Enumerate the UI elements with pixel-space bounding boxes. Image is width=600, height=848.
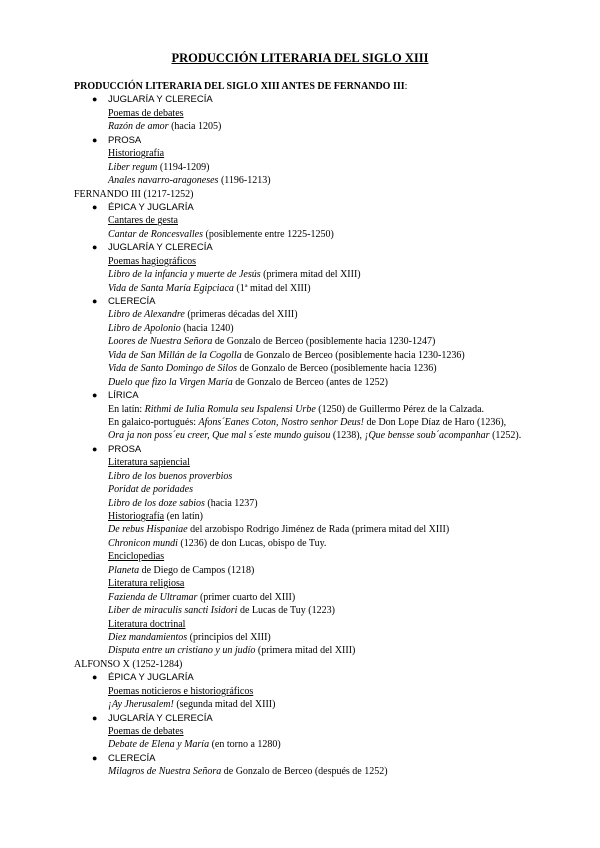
entry-line	[74, 470, 594, 483]
entry-line	[74, 228, 594, 241]
genre-label: Poemas de debates	[108, 726, 184, 737]
genre-label: Poemas noticieros e historiográficos	[108, 685, 254, 697]
entry-line	[74, 550, 594, 563]
category-item	[74, 752, 594, 765]
bullet-icon: ●	[92, 242, 98, 253]
entry-line	[74, 308, 594, 321]
work-title: Afons´Eanes Coton, Nostro senhor Deus!	[198, 416, 364, 428]
entry-text: (1236) de don Lucas, obispo de Tuy.	[177, 537, 327, 549]
genre-label: Poemas de debates	[108, 107, 184, 119]
entry-line	[74, 698, 594, 711]
work-title: Duelo que fizo la Virgen María	[108, 376, 233, 388]
section-heading-text: FERNANDO III (1217-1252)	[74, 188, 194, 200]
work-title: Libro de la infancia y muerte de Jesús	[108, 269, 261, 281]
entry-line	[74, 564, 594, 577]
entry-text: (posiblemente entre 1225-1250)	[202, 228, 334, 240]
genre-label: Literatura religiosa	[108, 578, 185, 590]
genre-label: Poemas hagiográficos	[108, 255, 197, 267]
entry-line	[74, 644, 594, 657]
entry-text: (segunda mitad del XIII)	[173, 699, 276, 711]
bullet-icon: ●	[92, 296, 98, 306]
category-label: JUGLARÍA Y CLERECÍA	[108, 94, 213, 106]
bullet-icon: ●	[92, 712, 98, 723]
work-title: Vida de Santa María Egipciaca	[108, 282, 234, 294]
work-title: Rithmi de Iulia Romula seu Ispalensi Urbe	[144, 403, 316, 415]
entry-line	[74, 765, 594, 778]
entry-line	[74, 120, 594, 133]
section-heading	[74, 658, 594, 671]
section-heading-text: PRODUCCIÓN LITERARIA DEL SIGLO XIII ANTES DE FERNANDO III	[74, 81, 405, 92]
entry-line	[74, 403, 594, 416]
entry-line	[74, 685, 594, 698]
bullet-icon: ●	[92, 94, 98, 105]
entry-line	[74, 604, 594, 617]
genre-label: Literatura sapiencial	[108, 457, 190, 469]
work-title: De rebus Hispaniae	[108, 524, 188, 536]
entry-text: de Gonzalo de Berceo (antes de 1252)	[232, 376, 388, 388]
entry-line	[74, 161, 594, 174]
entry-line	[74, 174, 594, 187]
work-title: Ora ja non poss´eu creer, Que mal s´este mundo guisou	[108, 430, 331, 442]
entry-line	[74, 725, 594, 738]
work-title: Cantar de Roncesvalles	[108, 228, 203, 240]
bullet-icon: ●	[92, 201, 98, 212]
work-title: Milagros de Nuestra Señora	[108, 766, 222, 778]
category-label: ÉPICA Y JUGLARÍA	[108, 672, 194, 684]
work-title: Chronicon mundi	[108, 537, 178, 549]
entry-line	[74, 416, 594, 429]
work-title: Libro de Alexandre	[108, 309, 185, 321]
entry-line	[74, 349, 594, 362]
genre-label: Historiografía	[108, 148, 165, 160]
entry-line	[74, 282, 594, 295]
entry-text: (1194-1209)	[157, 161, 210, 173]
entry-line	[74, 147, 594, 160]
entry-text: de Lucas de Tuy (1223)	[237, 605, 335, 617]
work-title: ¡Ay Jherusalem!	[108, 699, 174, 711]
entry-line	[74, 362, 594, 375]
category-item	[74, 295, 594, 308]
genre-label: Enciclopedias	[108, 551, 165, 563]
entry-line	[74, 107, 594, 120]
entry-text: de Gonzalo de Berceo (posiblemente hacia 1236)	[236, 363, 437, 375]
entry-line	[74, 537, 594, 550]
entry-text: (1250) de Guillermo Pérez de la Calzada.	[315, 403, 485, 415]
section-heading	[74, 80, 594, 93]
entry-text: (primera mitad del XIII)	[255, 645, 356, 657]
section-heading	[74, 188, 594, 201]
entry-text: (en torno a 1280)	[209, 739, 281, 751]
category-label: PROSA	[108, 134, 142, 146]
entry-text: (hacia 1240)	[180, 322, 234, 334]
entry-line	[74, 591, 594, 604]
entry-line	[74, 577, 594, 590]
category-label: ÉPICA Y JUGLARÍA	[108, 201, 194, 213]
entry-text: de Don Lope Díaz de Haro (1236),	[364, 416, 507, 428]
bullet-icon: ●	[92, 752, 98, 763]
work-title: Anales navarro-aragoneses	[108, 175, 219, 187]
entry-text: (1238),	[330, 430, 365, 442]
genre-label: Literatura doctrinal	[108, 618, 186, 630]
section-heading-text: ALFONSO X (1252-1284)	[74, 658, 183, 670]
entry-line	[74, 738, 594, 751]
entry-text: En galaico-portugués:	[108, 416, 199, 428]
entry-text: (primera mitad del XIII)	[260, 269, 361, 281]
entry-line	[74, 456, 594, 469]
category-label: CLERECÍA	[108, 296, 156, 307]
work-title: Disputa entre un cristiano y un judío	[108, 645, 256, 657]
work-title: Razón de amor	[108, 121, 169, 133]
bullet-icon: ●	[92, 134, 98, 145]
work-title: Planeta	[108, 564, 140, 576]
category-label: CLERECÍA	[108, 752, 156, 764]
work-title: Loores de Nuestra Señora	[108, 336, 213, 348]
category-item	[74, 134, 594, 147]
entry-line	[74, 483, 594, 496]
entry-line	[74, 618, 594, 631]
category-item	[74, 671, 594, 684]
entry-line	[74, 510, 594, 523]
genre-label: Historiografía	[108, 511, 165, 522]
work-title: Liber de miraculis sancti Isidori	[108, 605, 238, 617]
work-title: Debate de Elena y María	[108, 739, 210, 751]
category-label: JUGLARÍA Y CLERECÍA	[108, 242, 213, 254]
work-title: Vida de Santo Domingo de Silos	[108, 363, 237, 375]
work-title: Vida de San Millán de la Cogolla	[108, 349, 242, 361]
bullet-icon: ●	[92, 672, 98, 683]
entry-text: (1196-1213)	[218, 175, 271, 187]
category-label: PROSA	[108, 443, 142, 455]
entry-text: de Diego de Campos (1218)	[139, 564, 255, 576]
entry-text: de Gonzalo de Berceo (después de 1252)	[221, 766, 388, 778]
entry-text: de Gonzalo de Berceo (posiblemente hacia 1230-1236)	[241, 349, 465, 361]
entry-line	[74, 322, 594, 335]
bullet-icon: ●	[92, 443, 98, 454]
entry-text: de Gonzalo de Berceo (posiblemente hacia 1230-1247)	[212, 336, 436, 348]
section-heading-suffix: :	[404, 81, 408, 92]
category-item	[74, 93, 594, 106]
work-title: Libro de los doze sabios	[108, 497, 205, 509]
entry-line	[74, 429, 594, 442]
entry-line	[74, 335, 594, 348]
entry-text: del arzobispo Rodrigo Jiménez de Rada (primera mitad del XIII)	[187, 524, 450, 536]
category-label: JUGLARÍA Y CLERECÍA	[108, 712, 213, 724]
entry-text: En latín:	[108, 403, 145, 415]
entry-text: (1ª mitad del XIII)	[233, 282, 311, 294]
work-title: ¡Que bensse soub´acompanhar	[364, 430, 490, 442]
category-item	[74, 389, 594, 402]
entry-line	[74, 497, 594, 510]
bullet-icon: ●	[92, 390, 98, 401]
entry-line	[74, 214, 594, 227]
category-item	[74, 201, 594, 214]
genre-label: Cantares de gesta	[108, 215, 178, 227]
category-item	[74, 443, 594, 456]
category-item	[74, 712, 594, 725]
entry-text: (primeras décadas del XIII)	[184, 309, 298, 321]
category-label: LÍRICA	[108, 390, 139, 402]
entry-text: (en latín)	[164, 511, 203, 522]
entry-text: (primer cuarto del XIII)	[197, 591, 296, 603]
entry-text: (hacia 1205)	[168, 121, 222, 133]
entry-line	[74, 255, 594, 268]
document-title: PRODUCCIÓN LITERARIA DEL SIGLO XIII	[171, 51, 429, 65]
work-title: Libro de los buenos proverbios	[108, 470, 233, 482]
work-title: Poridat de poridades	[108, 484, 193, 496]
entry-line	[74, 523, 594, 536]
entry-line	[74, 376, 594, 389]
category-item	[74, 241, 594, 254]
entry-line	[74, 268, 594, 281]
work-title: Fazienda de Ultramar	[108, 591, 198, 603]
entry-line	[74, 631, 594, 644]
work-title: Libro de Apolonio	[108, 322, 181, 334]
entry-text: (1252).	[489, 430, 522, 442]
document-body	[74, 80, 594, 779]
work-title: Diez mandamientos	[108, 631, 188, 643]
work-title: Liber regum	[108, 161, 158, 173]
entry-text: (hacia 1237)	[204, 497, 258, 509]
entry-text: (principios del XIII)	[187, 631, 271, 643]
